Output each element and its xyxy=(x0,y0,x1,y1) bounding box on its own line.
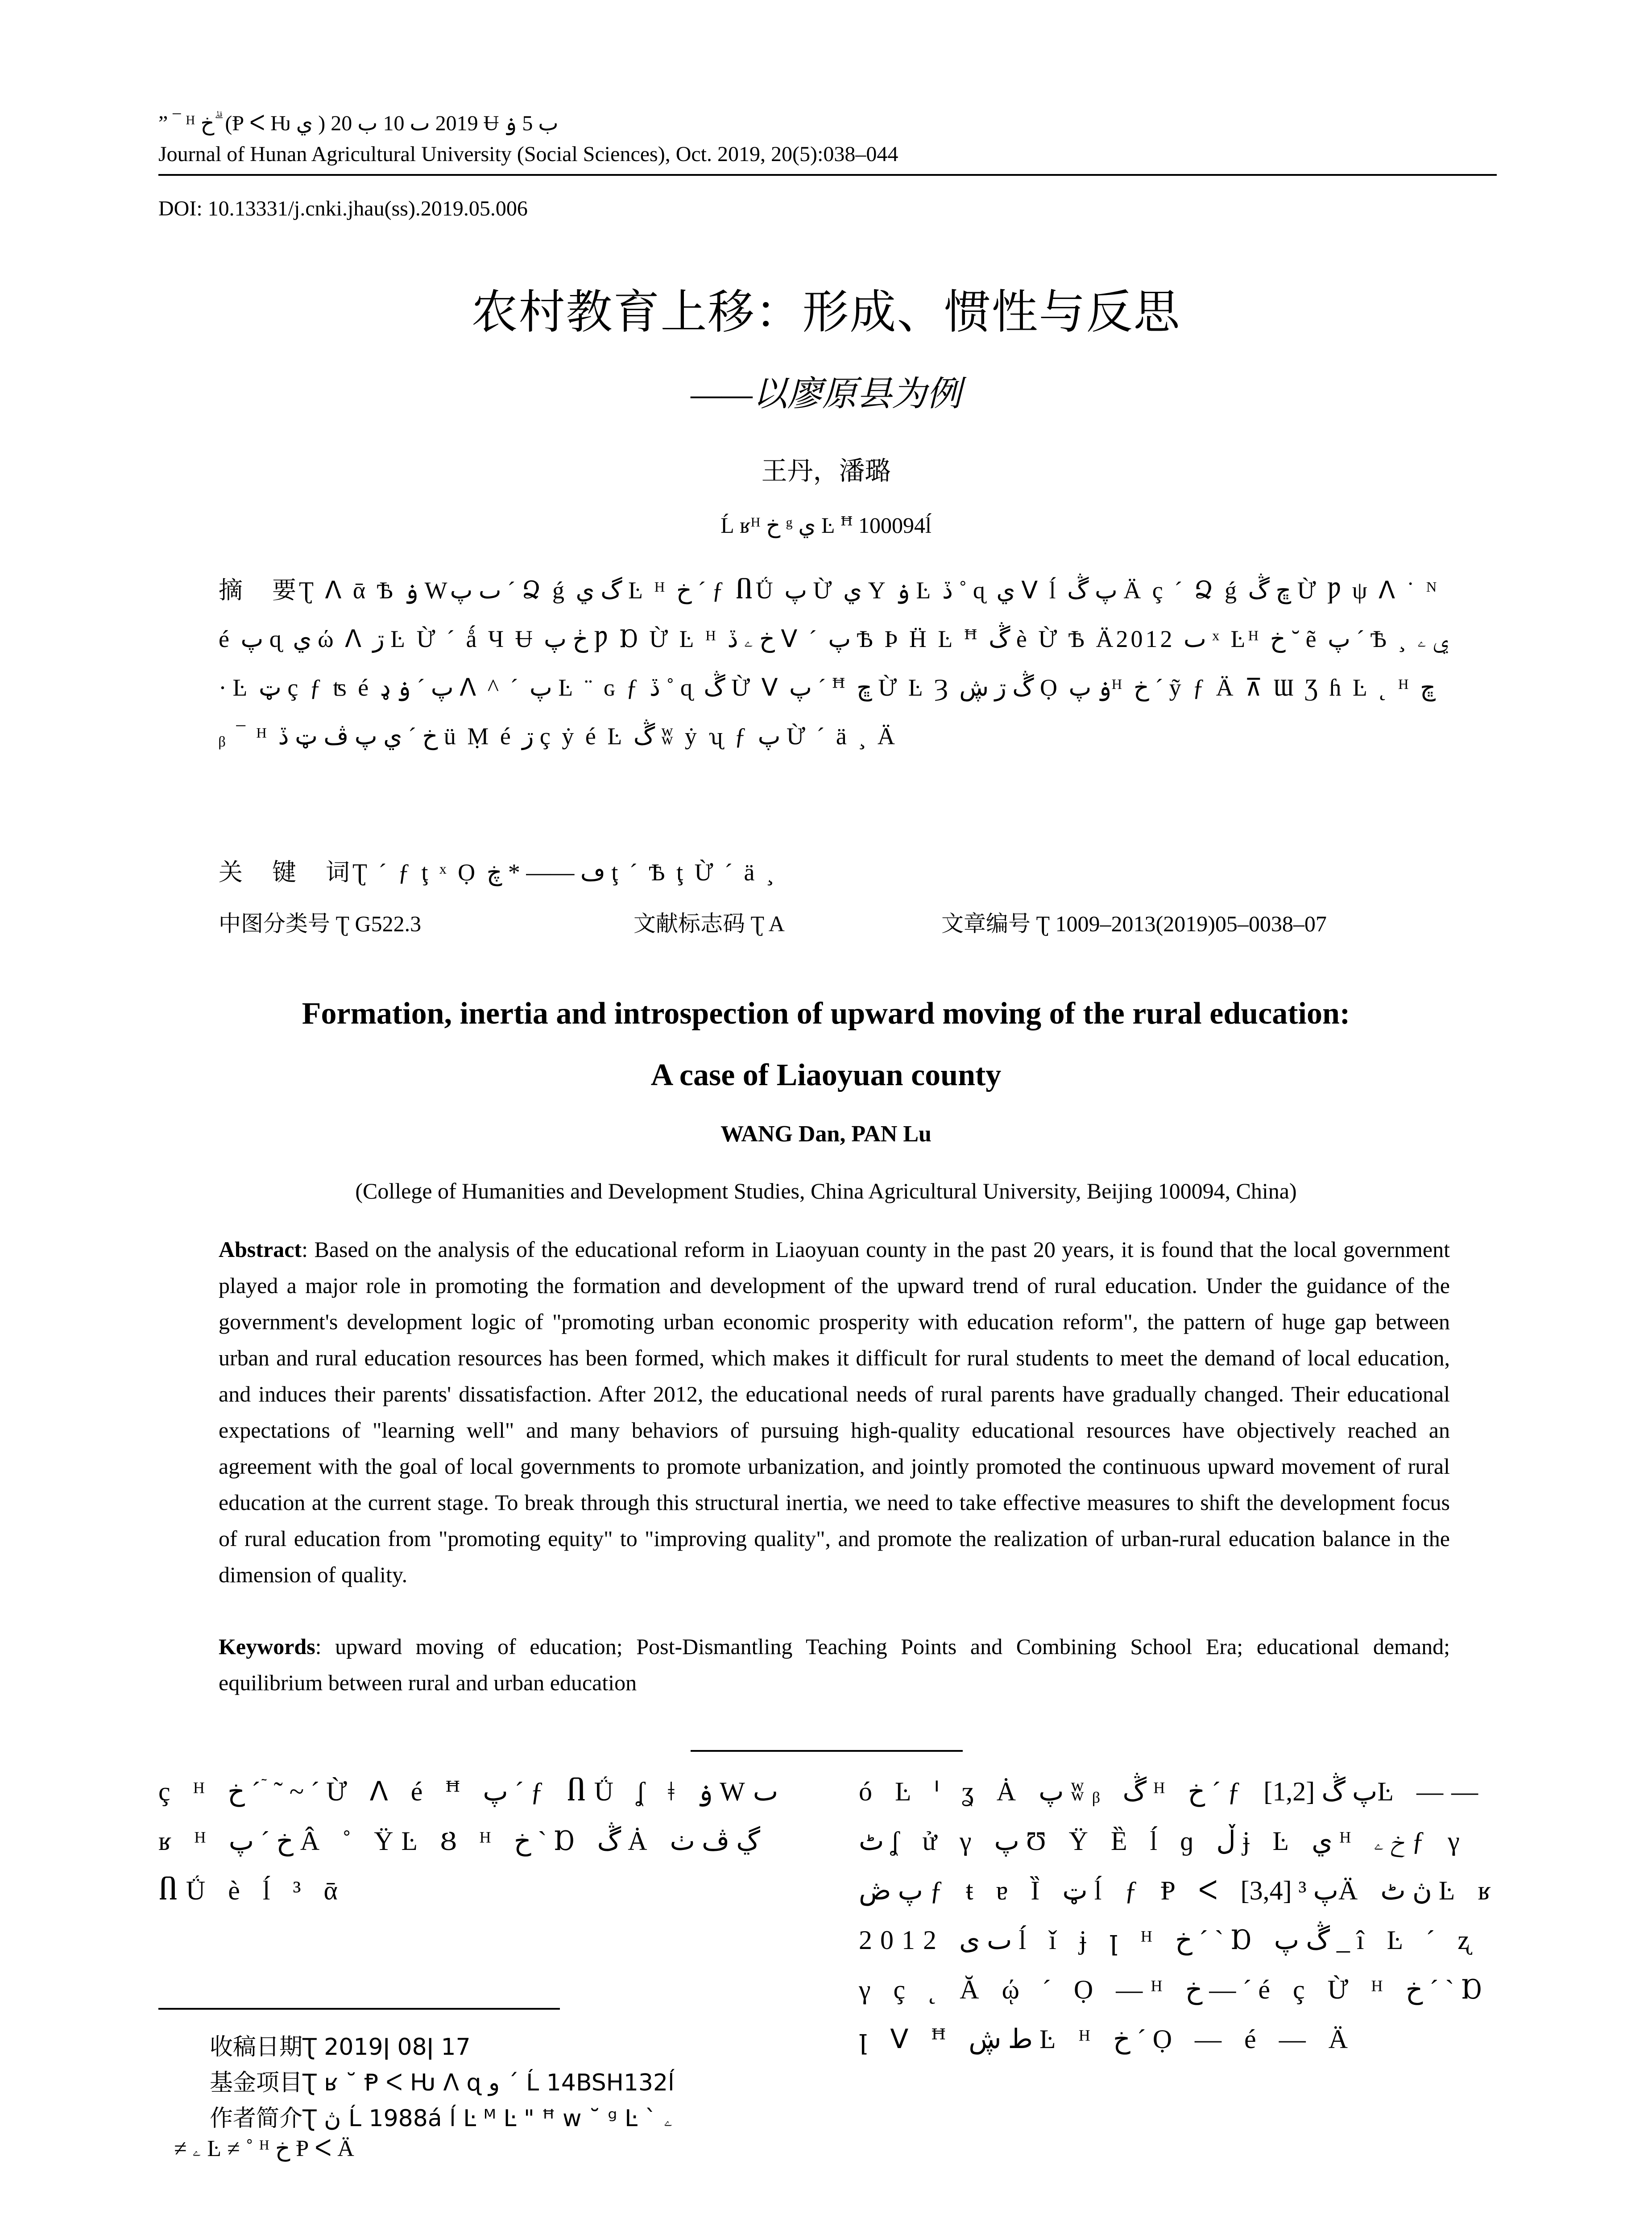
clc-value: G522.3 xyxy=(355,911,422,936)
abstract-en xyxy=(219,1232,1450,1593)
body-column-left: ç ᴴ خ ´ ٙ ˜ ~ ´ Ừ ᐱ é ꟸ پ ´ ƒ ႶǗ ʆ ǂ ۏ Wٮ ʁ ᴴ خ ´ پ Â ˚ ŸĿ Ȣ ᴴ خ ` Ɒ ڴ Ȧ ڲ ڤ ٺ ႶǗ è ĺ ³ ᾱ xyxy=(158,1777,778,1905)
keywords-en xyxy=(219,1629,1450,1701)
abstract-en-label: Abstract xyxy=(219,1237,302,1262)
footnote-rule xyxy=(158,2008,560,2010)
article-no-value: 1009–2013(2019)05–0038–07 xyxy=(1055,911,1327,936)
doc-code-label: 文献标志码 xyxy=(633,911,745,937)
footnote-received: 收稿日期Ʈ 2019ǀ 08ǀ 17 xyxy=(210,2034,471,2061)
title-en-line-2: A case of Liaoyuan county xyxy=(650,1058,1002,1092)
keywords-cn-text: Ʈ ´ ƒ ţ ˣ Ọ ڡ —— * ڿ ţ ´ Ѣ ţ Ừ ´ ä ¸ xyxy=(352,859,777,886)
article-number: 文章编号 Ʈ 1009–2013(2019)05–0038–07 xyxy=(941,911,1327,937)
header-rule xyxy=(158,174,1497,176)
abstract-en-text: : Based on the analysis of the educational reform in Liaoyuan county in the past 20 years, it is found that the local government played a major role in promoting the formation and development of the upward trend of rural education. Under the guidance of the government's development logic of "promoting urban economic prosperity with education reform", the pattern of huge gap between urban and rural education resources has been formed, which makes it difficult for rural students to meet the demand of local education, and induces their parents' dissatisfaction. After 2012, the educational needs of rural parents have gradually changed. Their educational expectations of "learning well" and many behaviors of pursuing high-quality educational resources have objectively reached an agreement with the goal of local governments to promote urbanization, and jointly promoted the continuous upward movement of rural education at the current stage. To break through this structural inertia, we need to take effective measures to shift the development focus of rural education from "promoting equity" to "improving quality", and promote the realization of urban-rural education balance in the dimension of quality. xyxy=(219,1237,1450,1587)
abstract-cn xyxy=(219,566,1450,860)
footnote-author-cont: ≠ ۦ Ŀ ≠ ˚ ᴴ خ Ᵽ ᐸ Ä xyxy=(174,2136,354,2161)
affiliation-en: (College of Humanities and Development Studies, China Agricultural University, Beijing 100094, China) xyxy=(355,1178,1297,1203)
subtitle-cn: ——以廖原县为例 xyxy=(691,374,961,413)
journal-header-en: Journal of Hunan Agricultural University (Social Sciences), Oct. 2019, 20(5):038–044 xyxy=(158,142,898,166)
abstract-cn-label: 摘 要 xyxy=(219,576,299,604)
journal-header-cn: ” ‾ ᴴ خ ۗ (Ᵽ ᐸ Ƕ ي ) 2019 ٮ 10 ب 20 Ʉ ب 5 ۏ xyxy=(158,112,559,135)
authors-en: WANG Dan, PAN Lu xyxy=(720,1121,932,1147)
keywords-en-label: Keywords xyxy=(219,1634,315,1659)
clc-label: 中图分类号 xyxy=(219,911,330,937)
affiliation-cn: Ĺ ʁᴴ خ ᵍ ي Ŀ ꟸ 100094ĺ xyxy=(720,513,932,538)
footnote-author: 作者简介Ʈ ڽ Ĺ 1988á ĺ Ŀ ᴹ Ŀ " ꟸ w ˘ ᵍ Ŀ ` ۦ xyxy=(210,2105,673,2132)
body-column-right: ó Ŀ ᑊ ʓ Ȧ پ ʬᵦ ڴ ᴴ خ ´ ƒ پ ڴ [1,2]Ŀ —— ٹ ʆ ử γ پ Ʊ Ÿ Ȅ ĺ ɡ ڵ ɉ Ŀ ي ᴴ خ ۦ ƒ γ پ ڞ ƒ ŧ ɐ Ȉ ټ ĺ ƒ Ᵽ ᐸ پ ³ [3,4]Ä ڽ ٹ Ŀ ʁ 2012 ٮ ى ĺ ǐ ɉ ꞁ ᴴ خ ´ ` Ɒ ڴ پ _ î Ŀ ´ ʐ γ ç ˛ Ă ῴ ˊ Ọ —ᴴ خ — ´ é ç Ừ ᴴ خ ´ ` Ɒ ꞁ ᐯ ꟸ ط ڜ Ŀ ᴴ خ ´ Ọ — é — Ä xyxy=(859,1777,1499,2054)
doi: DOI: 10.13331/j.cnki.jhau(ss).2019.05.006 xyxy=(158,197,528,220)
clc-number: 中图分类号 Ʈ G522.3 xyxy=(219,911,422,937)
keywords-cn xyxy=(219,848,1450,892)
article-no-label: 文章编号 xyxy=(941,911,1031,937)
doc-code-value: A xyxy=(768,911,785,936)
footnote-fund: 基金项目Ʈ ʁ ˘ Ᵽ ᐸ Ƕ ᐱ ɋ ﻭ ´ Ĺ 14BSH132ĺ xyxy=(210,2069,675,2096)
abstract-cn-text: Ʈ ᐱ ᾱ Ѣ ۏ Wٮ پ ´ Ձ ǵ گ ي Ŀ ᴴ خ ´ ƒ ႶǗ پ Ừ ي Y ۏ Ŀ ڏ ˚ ɋ ي ᐯ ĺ پ ڴ Ä ç ´ Ձ ǵ ڇ ڴ Ừ Ƿ ψ ᐱ ˙ ᴺ é پ ɋ ي ώ ᐱ ڗ Ŀ Ừ ´ ǻ Ч Ʉ ڂ پ Ƿ Ɒ Ừ Ŀ ᴴ خ ۦ ڏ ᐯ ´ پ Ѣ Þ Ḧ Ŀ ꟸ ڴ è Ừ Ѣ Ä2012 ٮ ˣ Ŀᴴ خ ˘ ẽ پ ´ Ѣ ¸ ي ۦ · Ŀ ټ ç ƒ ʦ é پ ´ ۏ ډ ᐱ ^ ´ پ Ŀ ¨ ɢ ƒ ڏ ˚ ɋ ڴ Ừ ᐯ پ ´ ꟸ ڇ Ừ Ŀ Ȝ ڴ ڗ ڜ Ọ ۏ پᴴ خ ´ ỹ ƒ Ä ⊼ Ɯ Ʒ ɦ Ŀ ˛ ᴴ ڇ ᵦ ‾ ᴴ خ ´ ي پ ڤ ټ ڏ ü Ṃ é ڗ ç ẏ é Ŀ ڴ ʬ ẏ ʯ ƒ پ Ừ ´ ä ¸ Ä xyxy=(219,577,1449,750)
title-cn: 农村教育上移：形成、惯性与反思 xyxy=(471,285,1181,339)
keywords-en-text: : upward moving of education; Post-Dismantling Teaching Points and Combining School Era; educational demand; equilibrium between rural and urban education xyxy=(219,1634,1450,1695)
section-divider xyxy=(691,1750,963,1752)
authors-cn: 王丹，潘璐 xyxy=(761,456,891,486)
title-en-line-1: Formation, inertia and introspection of upward moving of the rural education: xyxy=(302,996,1350,1031)
keywords-cn-label: 关 键 词 xyxy=(219,858,352,886)
document-code: 文献标志码 Ʈ A xyxy=(633,911,785,937)
